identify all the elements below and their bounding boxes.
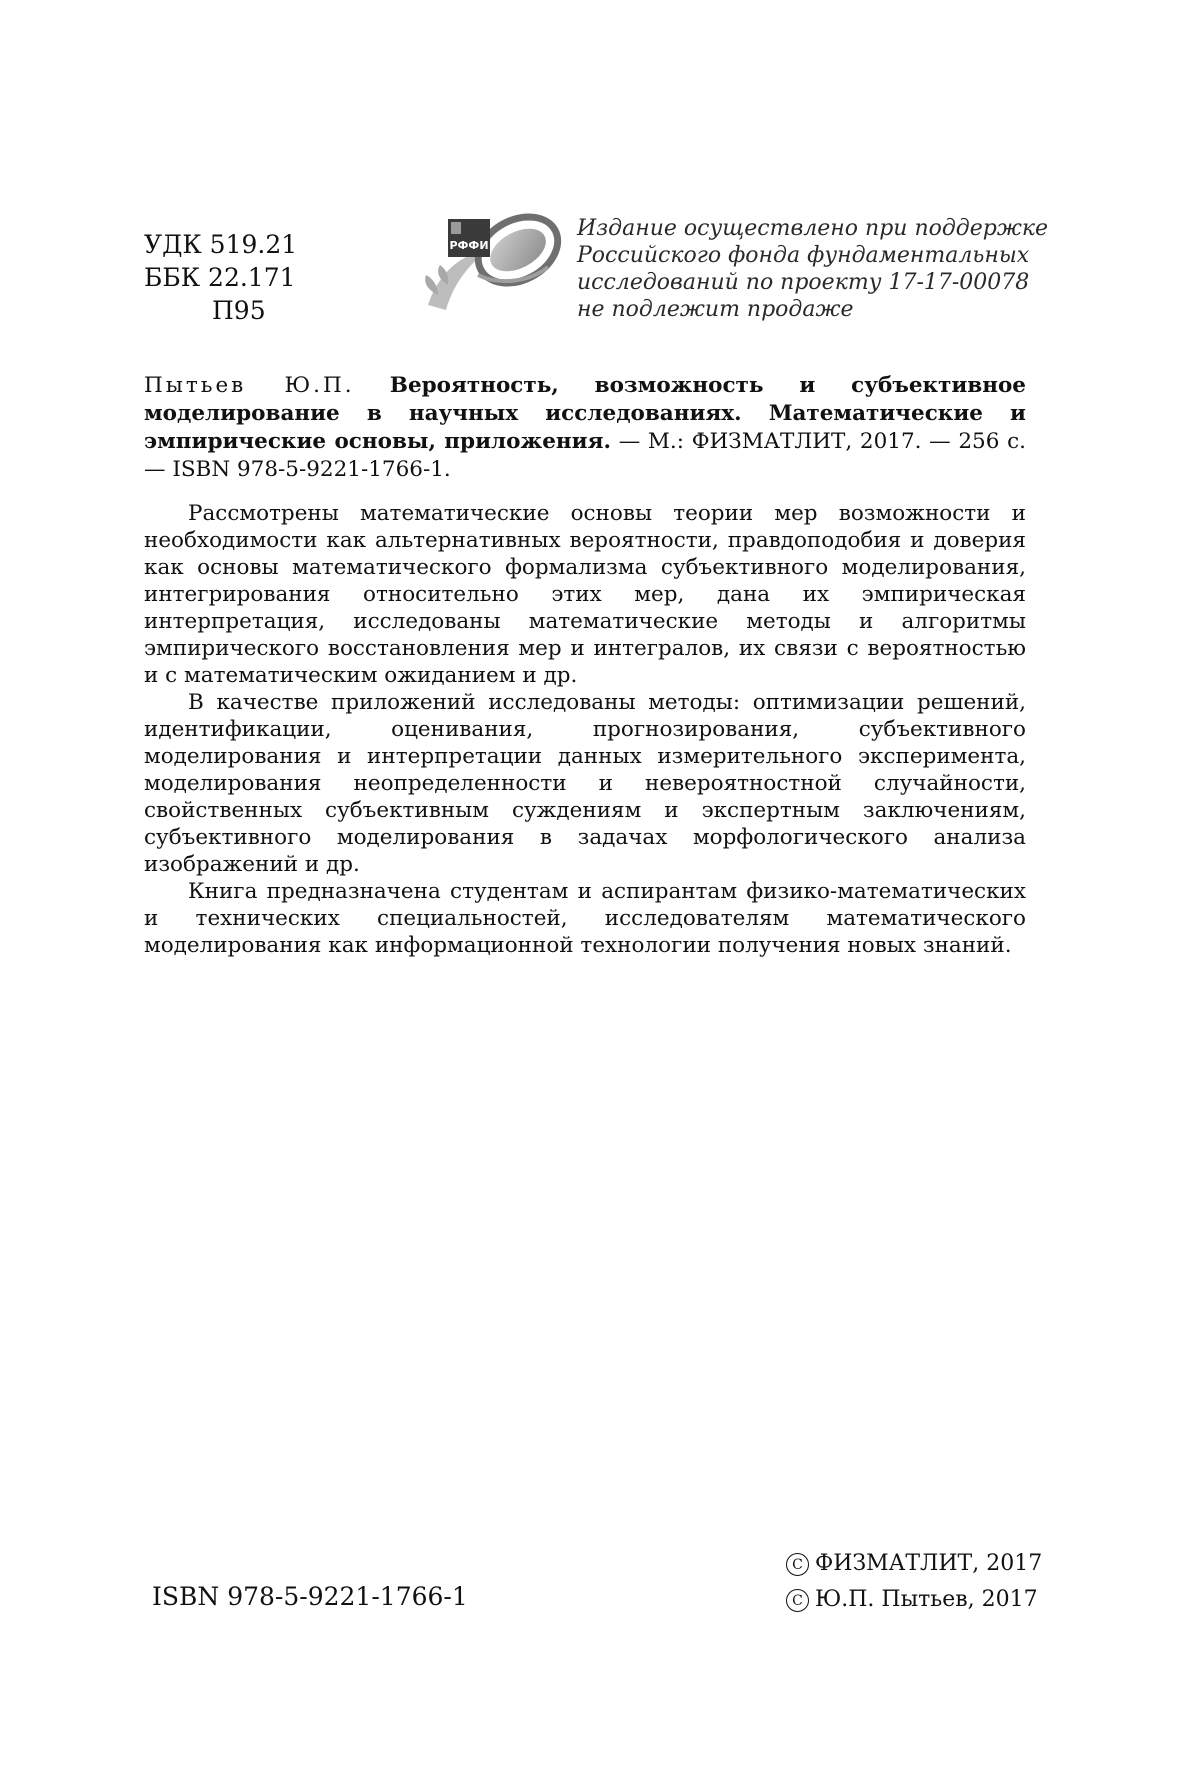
copyright-publisher-text: ФИЗМАТЛИТ, 2017 — [815, 1551, 1043, 1576]
support-note — [577, 215, 1049, 323]
logo-text: РФФИ — [449, 239, 489, 252]
copyright-publisher — [786, 1546, 1042, 1582]
rffi-emblem-icon — [418, 205, 568, 317]
author-mark: П95 — [212, 296, 266, 325]
support-line: не подлежит продаже — [577, 297, 854, 322]
abstract-paragraph: Книга предназначена студентам и аспирантам физико-математических и технических специальностей, исследователям математического моделирования как информационной технологии получения новых знаний. — [144, 879, 1026, 958]
abstract-paragraph: Рассмотрены математические основы теории мер возможности и необходимости как альтернативных вероятности, правдоподобия и доверия как основы математического формализма субъективного моделирования, интегрирования относительно этих мер, дана их эмпирическая интерпретация, исследованы математические методы и алгоритмы эмпирического восстановления мер и интегралов, их связи с вероятностью и с математическим ожиданием и др. — [144, 501, 1026, 688]
bib-title: Вероятность, возможность и субъективное моделирование в научных исследованиях. Математические и эмпирические основы, приложения. — [144, 373, 1026, 454]
copyright-block — [786, 1546, 1042, 1618]
support-line: исследований по проекту 17-17-00078 — [577, 270, 1030, 295]
bib-imprint: — М.: ФИЗМАТЛИТ, 2017. — 256 с. — ISBN 978-5-9221-1766-1. — [144, 429, 1027, 482]
support-line: Издание осуществлено при поддержке — [577, 216, 1049, 241]
copyright-author — [786, 1582, 1042, 1618]
rffi-logo — [418, 205, 568, 317]
classification-block — [144, 228, 297, 327]
copyright-icon: C — [786, 1589, 809, 1612]
copyright-icon: C — [786, 1553, 809, 1576]
bib-author: Пытьев Ю.П. — [144, 373, 355, 398]
bibliographic-record — [144, 372, 1026, 484]
copyright-author-text: Ю.П. Пытьев, 2017 — [815, 1587, 1038, 1612]
support-line: Российского фонда фундаментальных — [577, 243, 1030, 268]
abstract-paragraph: В качестве приложений исследованы методы: оптимизации решений, идентификации, оценивания, прогнозирования, субъективного моделирования и интерпретации данных измерительного эксперимента, моделирования неопределенности и невероятностной случайности, свойственных субъективным суждениям и экспертным заключениям, субъективного моделирования в задачах морфологического анализа изображений и др. — [144, 690, 1026, 877]
isbn-footer: ISBN 978-5-9221-1766-1 — [152, 1582, 468, 1611]
udk-code: УДК 519.21 — [144, 230, 298, 259]
bbk-code: ББК 22.171 — [144, 263, 296, 292]
abstract — [144, 500, 1026, 959]
